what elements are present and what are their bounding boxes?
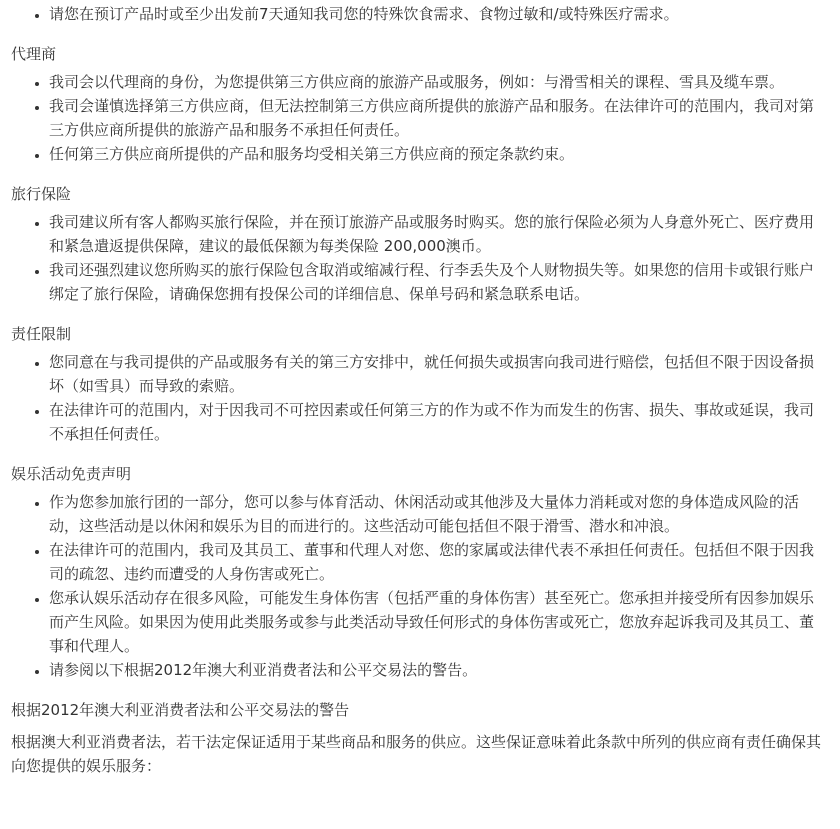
list-item: • 我司会谨慎选择第三方供应商，但无法控制第三方供应商所提供的旅游产品和服务。在法律许可的范围内，我司对第三方供应商所提供的旅游产品和服务不承担任何责任。: [49, 94, 828, 142]
section-title-agent: 代理商: [11, 45, 57, 63]
terms-document: [0, 2, 840, 778]
warning-paragraph: 根据澳大利亚消费者法，若干法定保证适用于某些商品和服务的供应。这些保证意味着此条款中所列的供应商有责任确保其向您提供的娱乐服务：: [11, 733, 822, 775]
section-title-warning: 根据2012年澳大利亚消费者法和公平交易法的警告: [11, 701, 350, 719]
list-item: • 我司会以代理商的身份，为您提供第三方供应商的旅游产品或服务，例如：与滑雪相关的课程、雪具及缆车票。: [49, 70, 828, 94]
list-item: • 我司建议所有客人都购买旅行保险，并在预订旅游产品或服务时购买。您的旅行保险必须为人身意外死亡、医疗费用和紧急遣返提供保障，建议的最低保额为每类保险 200,000澳币。: [49, 210, 828, 258]
list-item: • 请参阅以下根据2012年澳大利亚消费者法和公平交易法的警告。: [49, 658, 828, 682]
list-item: • 在法律许可的范围内，我司及其员工、董事和代理人对您、您的家属或法律代表不承担任何责任。包括但不限于因我司的疏忽、违约而遭受的人身伤害或死亡。: [49, 538, 828, 586]
section-title-insurance: 旅行保险: [11, 185, 72, 203]
section-title-liability: 责任限制: [11, 325, 72, 343]
list-item: • 您同意在与我司提供的产品或服务有关的第三方安排中，就任何损失或损害向我司进行赔偿，包括但不限于因设备损坏（如雪具）而导致的索赔。: [49, 350, 828, 398]
list-item: • 您承认娱乐活动存在很多风险，可能发生身体伤害（包括严重的身体伤害）甚至死亡。您承担并接受所有因参加娱乐而产生风险。如果因为使用此类服务或参与此类活动导致任何形式的身体伤害或死亡，您放弃起诉我司及其员工、董事和代理人。: [49, 586, 828, 658]
insurance-list: [11, 210, 828, 306]
liability-list: [11, 350, 828, 446]
agent-list: [11, 70, 828, 166]
section-title-recreation: 娱乐活动免责声明: [11, 465, 132, 483]
list-item: • 请您在预订产品时或至少出发前7天通知我司您的特殊饮食需求、食物过敏和/或特殊医疗需求。: [49, 2, 828, 26]
list-item: • 任何第三方供应商所提供的产品和服务均受相关第三方供应商的预定条款约束。: [49, 142, 828, 166]
intro-list: [11, 2, 828, 26]
recreation-list: [11, 490, 828, 682]
list-item: • 作为您参加旅行团的一部分，您可以参与体育活动、休闲活动或其他涉及大量体力消耗或对您的身体造成风险的活动，这些活动是以休闲和娱乐为目的而进行的。这些活动可能包括但不限于滑雪、潜水和冲浪。: [49, 490, 828, 538]
list-item: • 我司还强烈建议您所购买的旅行保险包含取消或缩减行程、行李丢失及个人财物损失等。如果您的信用卡或银行账户绑定了旅行保险，请确保您拥有投保公司的详细信息、保单号码和紧急联系电话。: [49, 258, 828, 306]
list-item: • 在法律许可的范围内，对于因我司不可控因素或任何第三方的作为或不作为而发生的伤害、损失、事故或延误，我司不承担任何责任。: [49, 398, 828, 446]
